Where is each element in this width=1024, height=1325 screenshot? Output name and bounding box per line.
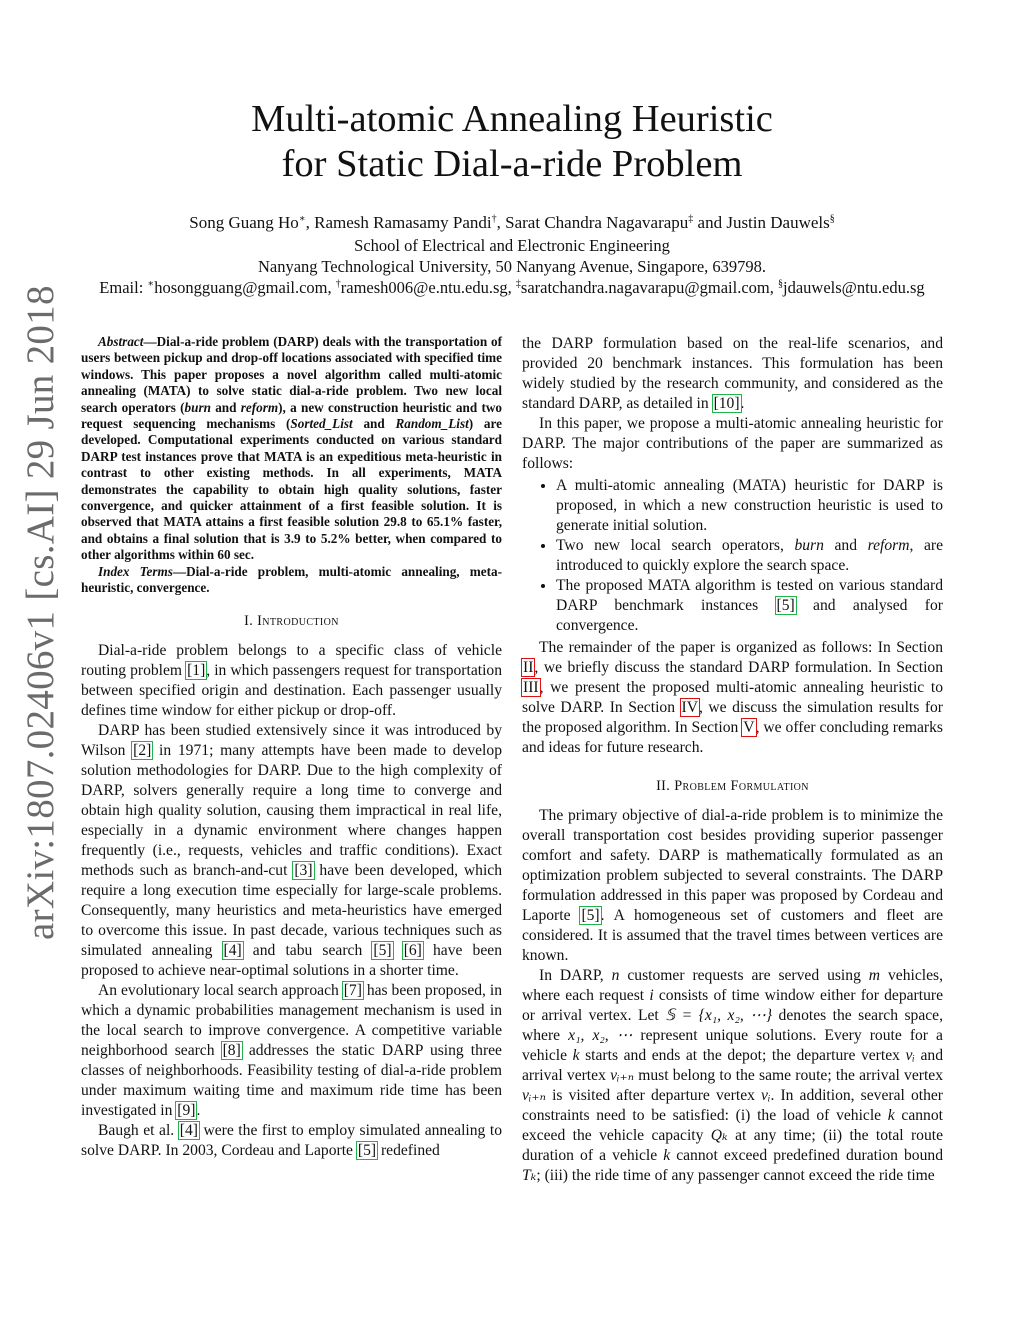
form-p2-e: denotes the search space, where [522, 1007, 943, 1044]
citation-4b[interactable]: [4] [179, 1121, 198, 1139]
right-p1-text-a: the DARP formulation based on the real-life scenarios, and provided 20 benchmark instances. This formulation has been widely studied by the research community, and considered as the standard DARP, as detailed in [522, 335, 943, 412]
abstract-and: and [210, 399, 241, 415]
form-p2-b: customer requests are served using [619, 967, 869, 984]
form-p2-k: . In addition, several other constraints need to be satisfied: (i) the load of vehicle [522, 1087, 943, 1124]
math-k: k [572, 1047, 580, 1064]
citation-9[interactable]: [9] [177, 1101, 196, 1119]
contribution-item-3 [556, 576, 943, 636]
right-p3-text-a: The remainder of the paper is organized as follows: In Section [539, 639, 943, 656]
contrib3-text-a: The proposed MATA algorithm is tested on various standard DARP benchmark instances [556, 577, 943, 614]
citation-2[interactable]: [2] [133, 741, 152, 759]
abstract-reform: reform [240, 399, 279, 415]
index-terms-text: —Dial-a-ride problem, multi-atomic annealing, meta-heuristic, convergence. [81, 563, 502, 596]
paper-title-line2: for Static Dial-a-ride Problem [281, 143, 743, 185]
contrib3-text-b: and analysed for convergence. [556, 597, 943, 634]
author-1-mark: ∗ [298, 213, 306, 225]
right-p3-text-e: , we offer concluding remarks and ideas for future research. [522, 719, 943, 756]
intro-p4-text-b: were the first to employ simulated annealing to solve DARP. In 2003, Cordeau and Laporte [81, 1121, 502, 1159]
form-p2-c: vehicles, where each request [522, 967, 943, 1004]
form-p1-text-a: The primary objective of dial-a-ride problem is to minimize the overall transportation cost besides providing superior passenger comfort and safety. DARP is mathematically formulated as an optimization problem subjected to several constraints. The DARP formulation addressed in this paper was proposed by Cordeau and Laporte [522, 807, 943, 924]
right-paragraph-3 [522, 638, 943, 758]
form-p2-l: cannot exceed the vehicle capacity [522, 1107, 943, 1144]
contrib2-burn: burn [794, 537, 824, 554]
right-p1-text-b: . [740, 395, 745, 412]
formulation-paragraph-1 [522, 806, 943, 966]
form-p2-a: In DARP, [539, 967, 612, 984]
math-k-3: k [663, 1147, 671, 1164]
intro-p3-text-a: An evolutionary local search approach [98, 981, 343, 999]
author-4: and Justin Dauwels [693, 213, 830, 232]
form-p1-text-b: . A homogeneous set of customers and fleet are considered. It is assumed that the travel times between vertices are known. [522, 907, 943, 964]
intro-p3-text-d: . [196, 1101, 201, 1119]
section-ref-2[interactable]: II [523, 659, 534, 676]
email-3[interactable]: saratchandra.nagavarapu@gmail.com, [520, 278, 778, 297]
paper-title-line1: Multi-atomic Annealing Heuristic [251, 98, 773, 140]
arxiv-side-stamp: arXiv:1807.02406v1 [cs.AI] 29 Jun 2018 [19, 285, 62, 940]
citation-7[interactable]: [7] [343, 981, 362, 999]
intro-p2-text-b: in 1971; many attempts have been made to develop solution methodologies for DARP. Due to the high complexity of DARP, solvers generally require a long time to converge and obtain high quality solution, causing them impractical in real life, especially in a dynamic environment where changes happen frequently (i.e., requests, vehicles and traffic conditions). Exact methods such as branch-and-cut [81, 741, 502, 879]
email-mark-2: † [335, 278, 341, 290]
intro-paragraph-3 [81, 981, 502, 1121]
intro-p1-text-a: Dial-a-ride problem belongs to a specific class of vehicle routing problem [81, 641, 502, 679]
author-2-mark: † [491, 213, 497, 225]
contribution-list [522, 476, 943, 636]
math-k-2: k [887, 1107, 895, 1124]
email-mark-1: ∗ [147, 278, 155, 290]
form-p2-i: must belong to the same route; the arrival vertex [634, 1067, 943, 1084]
contribution-item-2 [556, 536, 943, 576]
intro-p2-text-f: have been proposed to achieve near-optimal solutions in a shorter time. [81, 941, 502, 979]
author-3-mark: ‡ [688, 213, 694, 225]
author-1: Song Guang Ho [189, 213, 299, 232]
section-ref-3[interactable]: III [523, 679, 539, 696]
math-m: m [868, 967, 881, 984]
math-qk: Qₖ [710, 1127, 728, 1144]
citation-4[interactable]: [4] [223, 941, 242, 959]
citation-3[interactable]: [3] [294, 861, 313, 879]
section-2-heading [522, 776, 943, 796]
right-p3-text-c: , we present the proposed multi-atomic annealing heuristic to solve DARP. In Section [522, 679, 943, 716]
citation-5[interactable]: [5] [373, 941, 392, 959]
math-vi: vᵢ [905, 1047, 915, 1064]
affiliation-line2: Nanyang Technological University, 50 Nanyang Avenue, Singapore, 639798. [257, 257, 767, 276]
section-2-title: Problem Formulation [674, 778, 809, 794]
contrib2-and: and [823, 537, 868, 554]
intro-paragraph-2 [81, 721, 502, 981]
form-p2-d: consists of time window either for departure or arrival vertex. Let [522, 987, 943, 1024]
intro-p4-text-a: Baugh et al. [98, 1121, 179, 1139]
author-2: , Ramesh Ramasamy Pandi [305, 213, 492, 232]
intro-p2-text-a: DARP has been studied extensively since it was introduced by Wilson [81, 721, 502, 759]
email-prefix: Email: [99, 278, 148, 297]
email-1[interactable]: hosongguang@gmail.com, [154, 278, 336, 297]
abstract-text-2: ), a new construction heuristic and two request sequencing mechanisms ( [81, 399, 502, 432]
section-1-number: I. [244, 612, 258, 629]
form-p2-o: ; (iii) the ride time of any passenger cannot exceed the ride time [536, 1167, 935, 1184]
abstract [81, 334, 502, 564]
email-line [0, 278, 1024, 298]
author-3: , Sarat Chandra Nagavarapu [496, 213, 689, 232]
citation-5b[interactable]: [5] [357, 1141, 377, 1159]
abstract-text-1: —Dial-a-ride problem (DARP) deals with the transportation of users between pickup and drop-off locations associated with specified time windows. This paper proposes a novel algorithm called multi-atomic annealing (MATA) to solve static dial-a-ride problem. Two new local search operators ( [81, 334, 502, 415]
citation-5c[interactable]: [5] [776, 597, 795, 614]
contrib2-text-b: , are introduced to quickly explore the search space. [556, 537, 944, 574]
intro-p3-text-b: has been proposed, in which a dynamic probabilities management mechanism is used in the local search to improve convergence. A competitive variable neighborhood search [81, 981, 503, 1059]
intro-p2-text-c: have been developed, which require a long execution time especially for large-scale problems. Consequently, many heuristics and meta-heuristics have emerged to overcome this issue. In past decade, various techniques such as simulated annealing [81, 861, 502, 959]
intro-p1-text-b: , in which passengers request for transportation between specified origin and destination. Each passenger usually defines time window for either pickup or drop-off. [81, 661, 503, 719]
math-tk: Tₖ [522, 1167, 537, 1184]
citation-1[interactable]: [1] [187, 661, 206, 679]
form-p2-h: and arrival vertex [522, 1047, 944, 1084]
right-p3-text-b: , we briefly discuss the standard DARP formulation. In Section [534, 659, 943, 676]
math-vin: vᵢ₊ₙ [610, 1067, 635, 1084]
author-4-mark: § [829, 213, 835, 225]
contrib2-text-a: Two new local search operators, [556, 537, 795, 554]
right-column [522, 334, 943, 1186]
citation-10[interactable]: [10] [713, 395, 740, 412]
intro-p2-text-d: and tabu search [242, 941, 373, 959]
right-paragraph-1 [522, 334, 943, 414]
abstract-random-list: Random_List [395, 416, 469, 432]
abstract-label: Abstract [98, 334, 144, 349]
citation-8[interactable]: [8] [222, 1041, 241, 1059]
author-list [0, 213, 1024, 233]
index-terms [81, 564, 502, 597]
intro-p2-text-e [393, 942, 403, 959]
math-n: n [611, 967, 620, 984]
right-p3-text-d: , we discuss the simulation results for the proposed algorithm. In Section [522, 699, 943, 736]
section-1-heading [81, 611, 502, 631]
section-ref-4[interactable]: IV [681, 699, 698, 716]
math-solutions: x₁, x₂, ⋯ [568, 1027, 633, 1044]
abstract-text-3: ) are developed. Computational experiments conducted on various standard DARP test instances prove that MATA is an expeditious meta-heuristic in contrast to other existing methods. In all experiments, MATA demonstrates the capability to obtain high quality solutions, faster convergence, and quicker attainment of a first feasible solution. It is observed that MATA attains a first feasible solution 29.8 to 65.1% faster, and obtains a final solution that is 3.9 to 5.2% better, when compared to other algorithms within 60 sec. [81, 416, 502, 563]
intro-paragraph-1 [81, 641, 502, 721]
section-ref-5[interactable]: V [743, 719, 755, 736]
form-p2-m: at any time; (ii) the total route duration of a vehicle [522, 1127, 943, 1164]
email-4[interactable]: jdauwels@ntu.edu.sg [783, 278, 925, 297]
math-vi-2: vᵢ [761, 1087, 771, 1104]
intro-paragraph-4 [81, 1121, 502, 1161]
contribution-item-1: • A multi-atomic annealing (MATA) heuristic for DARP is proposed, in which a new construction heuristic is used to generate initial solution. [556, 476, 943, 536]
abstract-burn: burn [184, 399, 211, 415]
form-p2-n: cannot exceed predefined duration bound [670, 1147, 943, 1164]
citation-5d[interactable]: [5] [581, 907, 600, 924]
formulation-paragraph-2 [522, 966, 943, 1186]
right-paragraph-2: In this paper, we propose a multi-atomic annealing heuristic for DARP. The major contributions of the paper are summarized as follows: [522, 415, 943, 472]
email-2[interactable]: ramesh006@e.ntu.edu.sg, [340, 278, 516, 297]
abstract-sorted-list: Sorted_List [290, 416, 353, 432]
math-vin-2: vᵢ₊ₙ [522, 1087, 546, 1104]
intro-p4-text-c: redefined [377, 1141, 440, 1159]
section-1-title: Introduction [257, 612, 339, 629]
email-mark-3: ‡ [515, 278, 521, 290]
form-p2-f: represent unique solutions. Every route for a vehicle [522, 1027, 943, 1064]
citation-6[interactable]: [6] [403, 941, 422, 959]
contrib2-reform: reform [867, 537, 910, 554]
math-i: i [649, 987, 654, 1004]
form-p2-g: starts and ends at the depot; the departure vertex [579, 1047, 906, 1064]
intro-p3-text-c: addresses the static DARP using three classes of neighborhoods. Feasibility testing of dial-a-ride problem under maximum waiting time and maximum ride time has been investigated in [81, 1041, 502, 1119]
math-search-space: 𝕊 = {x₁, x₂, ⋯} [665, 1007, 773, 1024]
section-2-number: II. [656, 778, 675, 794]
left-column [81, 334, 502, 1161]
abstract-and-2: and [352, 416, 396, 432]
affiliation-line1: School of Electrical and Electronic Engineering [354, 236, 670, 255]
form-p2-j: is visited after departure vertex [545, 1087, 762, 1104]
index-terms-label: Index Terms [98, 563, 173, 579]
email-mark-4: § [778, 278, 783, 290]
